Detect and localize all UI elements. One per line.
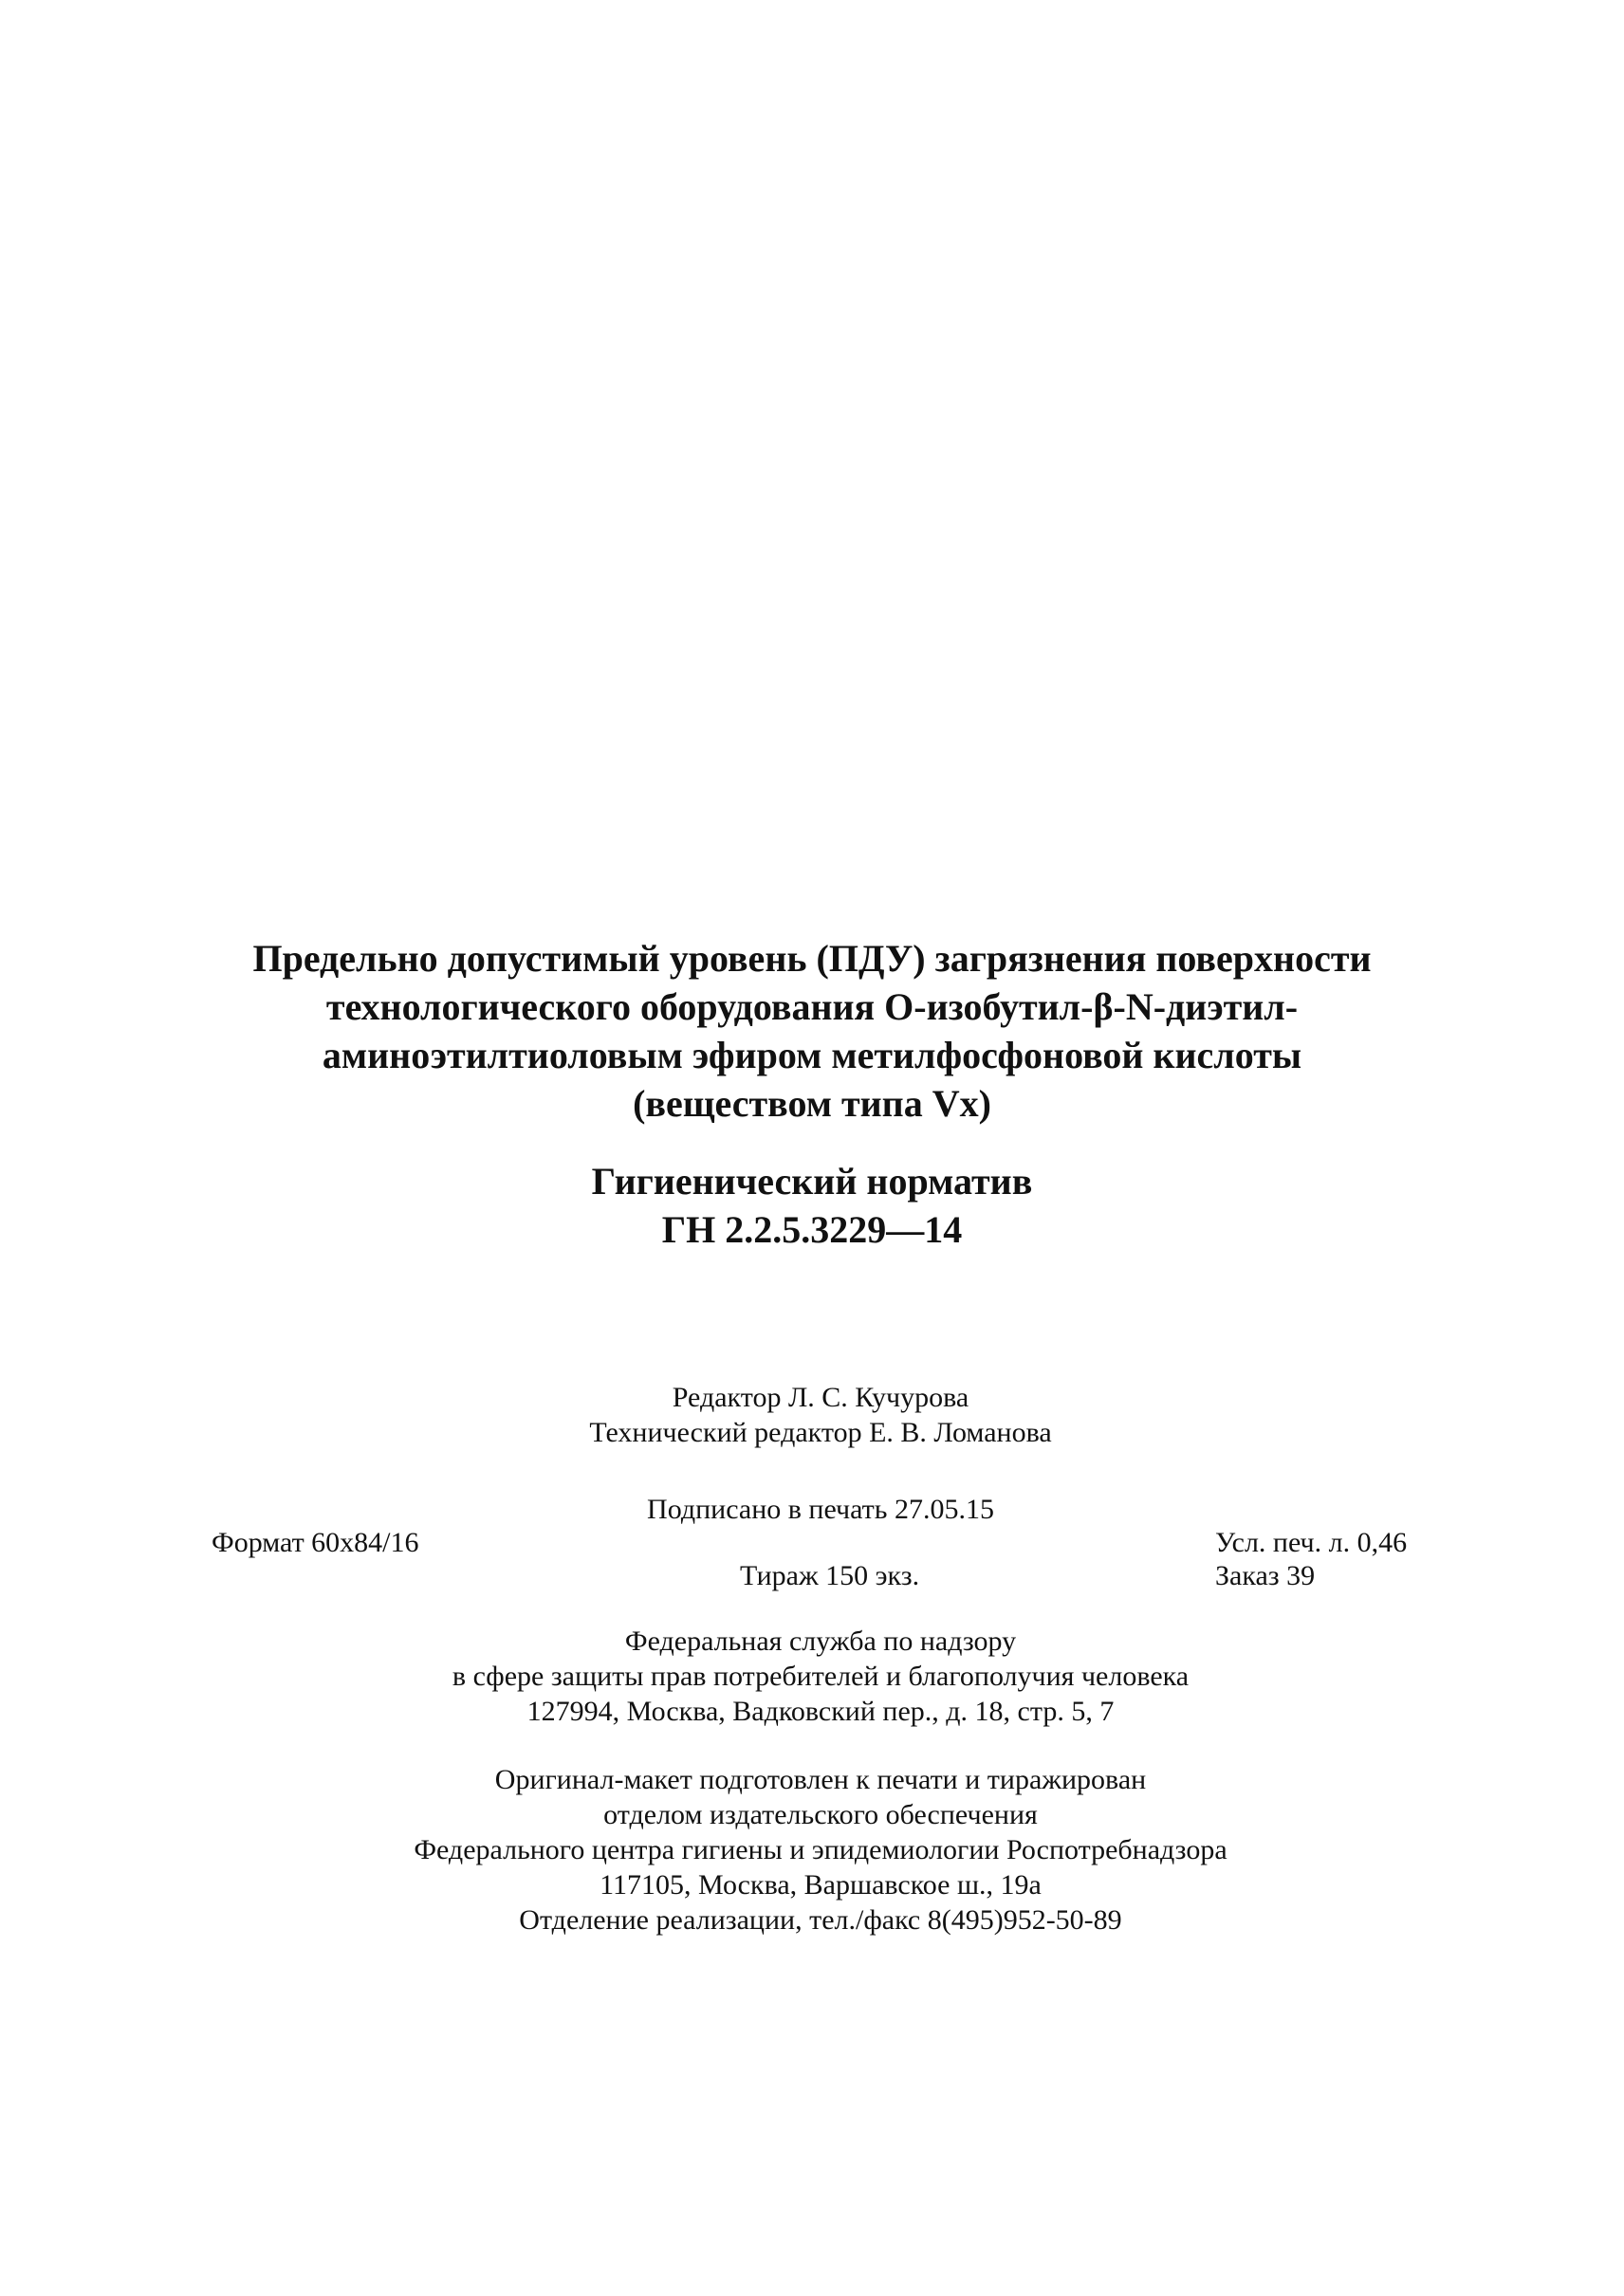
maker-line: Федерального центра гигиены и эпидемиологии Роспотребнадзора — [414, 1834, 1227, 1865]
title-line: Предельно допустимый уровень (ПДУ) загрязнения поверхности — [252, 937, 1372, 980]
editors — [0, 1380, 1624, 1450]
editor-line: Редактор Л. С. Кучурова — [672, 1382, 969, 1413]
print-run: Тираж 150 экз. — [740, 1560, 920, 1591]
publisher-line: Федеральная служба по надзору — [624, 1626, 1017, 1657]
tech-editor-line: Технический редактор Е. В. Ломанова — [589, 1417, 1052, 1448]
title-line: аминоэтилтиоловым эфиром метилфосфоновой кислоты — [322, 1034, 1302, 1076]
document-title — [0, 934, 1624, 1128]
maker-address: 117105, Москва, Варшавское ш., 19а — [600, 1869, 1042, 1901]
order-number: Заказ 39 — [1215, 1560, 1316, 1591]
sales-contact: Отделение реализации, тел./факс 8(495)952-50-89 — [519, 1904, 1122, 1936]
title-line: технологического оборудования О-изобутил-β-N-диэтил- — [325, 985, 1299, 1028]
norm-heading — [0, 1157, 1624, 1254]
signed-for-print: Подписано в печать 27.05.15 — [647, 1494, 994, 1525]
paper-format: Формат 60x84/16 — [212, 1527, 419, 1558]
title-line: (веществом типа Vx) — [633, 1082, 991, 1125]
print-sheets: Усл. печ. л. 0,46 — [1215, 1527, 1408, 1558]
publisher-info — [0, 1624, 1624, 1729]
layout-maker-info — [0, 1762, 1624, 1938]
maker-line: отделом издательского обеспечения — [603, 1799, 1038, 1830]
maker-line: Оригинал-макет подготовлен к печати и тиражирован — [494, 1764, 1147, 1795]
norm-code: ГН 2.2.5.3229—14 — [661, 1208, 963, 1251]
publisher-address: 127994, Москва, Вадковский пер., д. 18, стр. 5, 7 — [526, 1696, 1115, 1727]
norm-type: Гигиенический норматив — [591, 1160, 1033, 1203]
publisher-line: в сфере защиты прав потребителей и благополучия человека — [452, 1661, 1190, 1692]
